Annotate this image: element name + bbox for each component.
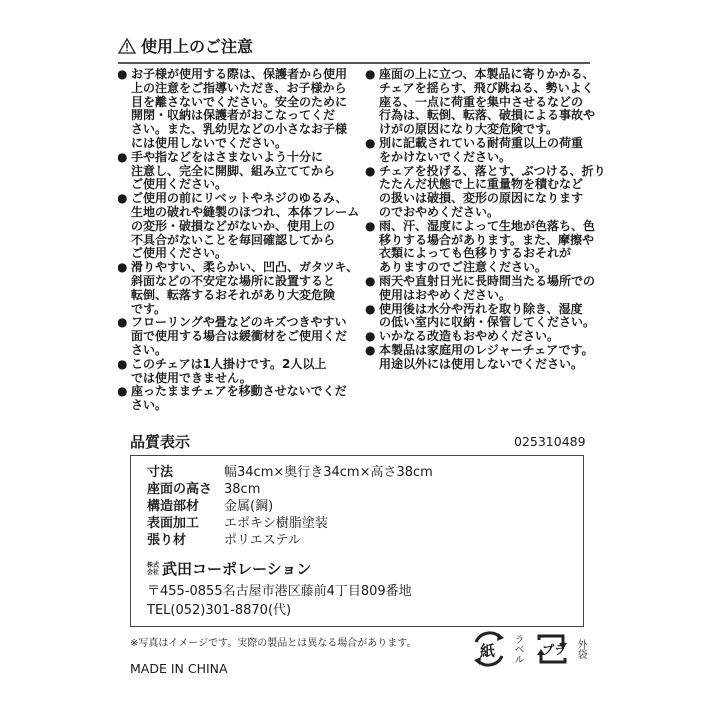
spec-value: 38cm: [224, 482, 261, 497]
caution-line: 行為は、転倒、転落、破損による事故や: [379, 108, 596, 123]
caution-item: [366, 344, 606, 372]
caution-line: ご使用ください。: [131, 246, 228, 261]
caution-line: ● チェアを投げる、落とす、ぶつける、折り: [379, 163, 606, 178]
caution-line: の低い室内に収納・保管してください。: [379, 315, 596, 330]
caution-line: 面で使用する場合は緩衝材をご使用くだ: [131, 329, 348, 344]
caution-line: ● フローリングや畳などのキズつきやすい: [131, 315, 347, 330]
caution-item: [118, 385, 362, 413]
caution-line: ● 座ったままチェアを移動させないでくだ: [131, 384, 347, 399]
photo-note: ※写真はイメージです。実際の製品とは異なる場合があります。: [130, 638, 417, 649]
caution-line: ● 雨天や直射日光に長時間当たる場所での: [379, 273, 596, 288]
company-tel: TEL(052)301-8870(代): [147, 603, 292, 618]
caution-line: ● 別に記載されている耐荷重以上の荷重: [379, 135, 584, 150]
caution-line: では使用できません。: [131, 370, 252, 385]
caution-item: [366, 330, 606, 344]
plastic-recycle-icon: [533, 630, 571, 668]
caution-title: 使用上のご注意: [141, 37, 254, 56]
caution-line: けがの原因になり大変危険です。: [379, 122, 559, 137]
caution-item: [366, 275, 606, 303]
caution-right-column: [366, 68, 606, 372]
caution-line: ● 手や指などをはさまないよう十分に: [131, 149, 324, 164]
caution-line: 不具合がないことを毎回確認してから: [131, 232, 336, 247]
spec-row: [147, 532, 433, 549]
caution-line: 上の注意をご指導いただき、お子様から: [131, 80, 347, 95]
caution-item: [118, 151, 362, 192]
caution-line: さい。また、乳幼児などの小さなお子様: [131, 122, 348, 137]
caution-item: [118, 316, 362, 357]
recycle-marks: [470, 630, 586, 668]
caution-left-column: [118, 68, 362, 413]
caution-line: さい。: [131, 342, 168, 357]
spec-value: ポリエステル: [224, 533, 301, 548]
caution-line: さい。: [131, 398, 168, 413]
spec-label: 座面の高さ: [147, 482, 213, 497]
caution-line: です。: [131, 301, 167, 316]
product-code: 025310489: [514, 434, 586, 449]
spec-table: [147, 464, 433, 549]
caution-line: 斜面などの不安定な場所に設置すると: [131, 273, 336, 288]
divider: [118, 62, 590, 64]
caution-line: のでおやめください。: [379, 204, 500, 219]
spec-label: 張り材: [147, 533, 187, 548]
caution-item: [118, 192, 362, 261]
company-address: 〒455-0855名古屋市港区藤前4丁目809番地: [147, 584, 412, 599]
caution-line: たたんだ状態で上に重量物を積むなど: [379, 177, 584, 192]
caution-line: 衣類によっても色移りするおそれが: [379, 246, 572, 261]
caution-item: [366, 220, 606, 275]
caution-heading: [118, 34, 253, 57]
quality-heading: 品質表示: [130, 433, 191, 451]
paper-mark-text: 紙: [480, 642, 496, 660]
company-prefix: 株式会社: [147, 562, 160, 576]
caution-line: ● ご使用の前にリベットやネジのゆるみ、: [131, 191, 348, 206]
company-contact: [147, 582, 412, 620]
caution-line: をかけないでください。: [379, 149, 512, 164]
caution-line: 生地の破れや縫製のほつれ、本体フレーム: [131, 204, 360, 219]
caution-line: ● お子様が使用する際は、保護者から使用: [131, 68, 348, 81]
spec-row: [147, 481, 433, 498]
company-name: [147, 560, 311, 578]
caution-item: [118, 358, 362, 386]
caution-line: には使用しないでください。: [131, 135, 288, 150]
caution-line: ● 本製品は家庭用のレジャーチェアです。: [379, 342, 594, 357]
spec-row: [147, 464, 433, 481]
caution-item: [118, 68, 362, 151]
company-name-text: 武田コーポレーション: [162, 560, 312, 578]
caution-line: の変形・破損などがないか、使用上の: [131, 218, 336, 233]
spec-row: [147, 498, 433, 515]
caution-item: [118, 261, 362, 316]
caution-line: ● 滑りやすい、柔らかい、凹凸、ガタツキ、: [131, 260, 359, 275]
caution-line: の扱いは破損、変形の原因になります: [379, 191, 584, 206]
plastic-mark-text: プラ: [542, 643, 567, 657]
spec-label: 表面加工: [147, 516, 200, 531]
caution-line: 移りする場合があります。また、摩擦や: [379, 232, 595, 247]
caution-line: 用途以外には使用しないでください。: [379, 356, 584, 371]
caution-item: [366, 137, 606, 165]
caution-line: ● いかなる改造もおやめください。: [379, 329, 560, 344]
spec-label: 寸法: [147, 465, 174, 480]
paper-recycle-icon: [470, 630, 508, 668]
caution-line: 注意し、完全に開脚、組み立ててから: [131, 163, 336, 178]
caution-line: ● 使用後は水分や汚れを取り除き、湿度: [379, 301, 583, 316]
caution-line: チェアを揺らす、飛び跳ねる、勢いよく: [379, 80, 594, 95]
caution-line: ● 雨、汗、湿度によって生地が色落ち、色: [379, 218, 596, 233]
caution-line: 転倒、転落するおそれがあり大変危険: [131, 287, 336, 302]
caution-item: [366, 303, 606, 331]
plastic-mark-label: 外袋: [575, 639, 586, 659]
caution-item: [366, 68, 606, 137]
spec-row: [147, 515, 433, 532]
spec-value: エポキシ樹脂塗装: [224, 516, 328, 531]
country-of-origin: MADE IN CHINA: [130, 661, 228, 676]
paper-mark-label: ラベル: [512, 634, 523, 664]
caution-line: 座る、一点に荷重を集中させるなどの: [379, 94, 584, 109]
caution-line: 目を離さないでください。安全のために: [131, 94, 348, 109]
caution-line: 使用はおやめください。: [379, 287, 512, 302]
caution-line: ● 座面の上に立つ、本製品に寄りかかる、: [379, 67, 595, 81]
spec-value: 金属(鋼): [224, 499, 274, 514]
caution-line: ありますのでご注意ください。: [379, 260, 548, 275]
warning-icon: [118, 38, 136, 54]
caution-line: ご使用ください。: [131, 177, 228, 192]
caution-item: [366, 165, 606, 220]
spec-label: 構造部材: [147, 499, 200, 514]
caution-line: 開閉・収納は保護者がおこなってくだ: [131, 108, 336, 123]
caution-line: ● このチェアは1人掛けです。2人以上: [131, 356, 327, 371]
spec-value: 幅34cm×奥行き34cm×高さ38cm: [224, 465, 433, 480]
